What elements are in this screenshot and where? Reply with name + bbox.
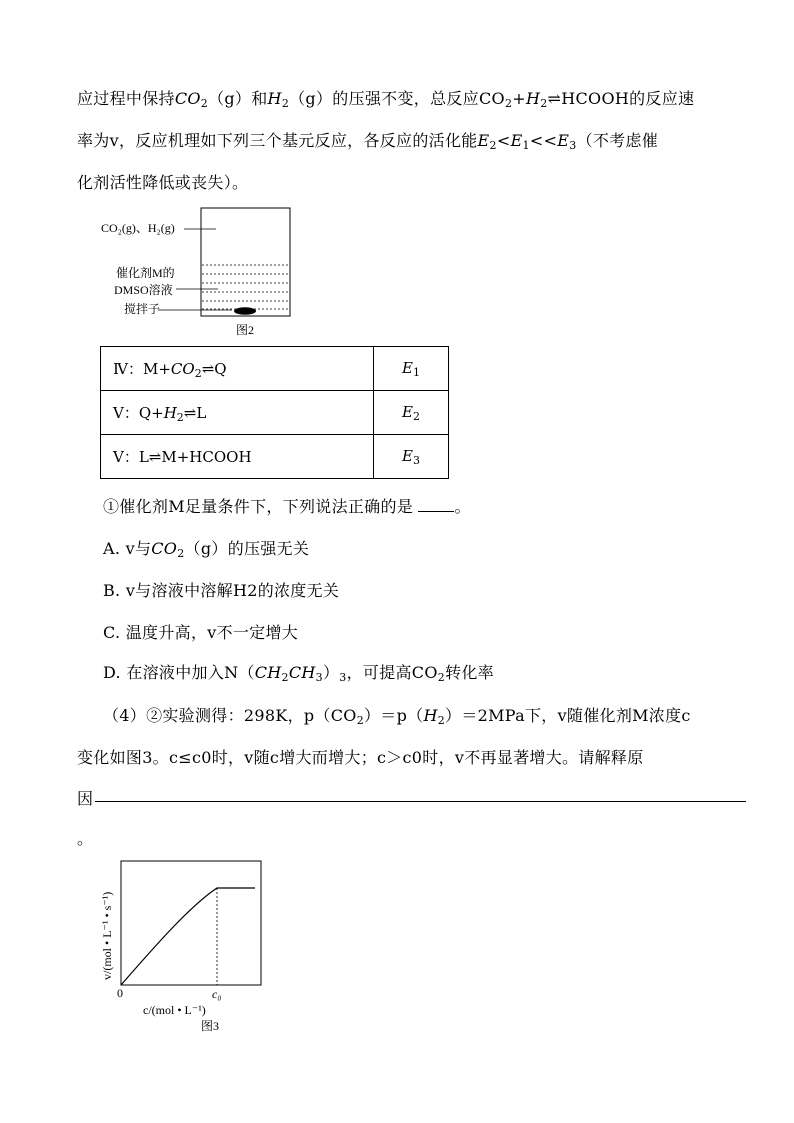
table-row — [101, 435, 449, 479]
rate-curve — [121, 888, 255, 985]
option-a: A. v与$CO_2(g)$的压强无关 — [103, 539, 310, 560]
origin-label: 0 — [117, 986, 123, 1000]
stir-bar — [234, 307, 256, 315]
figure-2-diagram — [96, 203, 306, 339]
label-catalyst-2: DMSO溶液 — [114, 283, 173, 297]
figure-2-caption: 图2 — [236, 323, 255, 337]
figure-3-chart — [95, 858, 270, 1038]
answer-line[interactable] — [95, 801, 746, 802]
figure-3-caption: 图3 — [201, 1019, 220, 1033]
reaction-cell: Ⅳ：$M+CO_2\rightleftharpoons Q$ — [101, 347, 374, 391]
question-2-line-4: 。 — [77, 829, 94, 848]
option-b: B. v与溶液中溶解H2的浓度无关 — [103, 581, 340, 600]
energy-cell: $E_2$ — [374, 391, 449, 435]
reaction-table — [100, 346, 449, 479]
label-stirrer: 搅拌子 — [124, 302, 161, 316]
energy-cell: $E_1$ — [374, 347, 449, 391]
label-gas: CO₂(g)、H₂(g) — [101, 221, 175, 235]
intro-line-1: 应过程中保持$CO_2(g)$和$H_2(g)$的压强不变，总反应$CO_2+H_2\rightleftharpoons HCOOH$的反应速 — [77, 89, 695, 110]
answer-blank[interactable] — [418, 497, 454, 512]
question-2-line-2: 变化如图3。c≤c0时，v随c增大而增大；c＞c0时，v不再显著增大。请解释原 — [77, 748, 644, 767]
option-d: D. 在溶液中加入$N(CH_2CH_3)_3$，可提高$CO_2$转化率 — [103, 663, 494, 684]
reaction-cell: Ⅴ：L⇌M+HCOOH — [101, 435, 374, 479]
solution-dashes — [202, 265, 289, 309]
vessel — [201, 208, 290, 316]
plot-frame — [121, 861, 261, 985]
intro-line-3: 化剂活性降低或丧失）。 — [77, 173, 249, 192]
question-2-line-1: （4）②实验测得：298K，$p(CO_2)=p(H_2)=2MPa$下，v随催化剂M浓度c — [103, 706, 691, 727]
label-catalyst-1: 催化剂M的 — [116, 266, 175, 280]
table-row — [101, 391, 449, 435]
c0-label: c₀ — [212, 987, 222, 1001]
table-row — [101, 347, 449, 391]
question-2-line-3: 因 — [77, 789, 94, 808]
x-axis-label: c/(mol • L⁻¹) — [143, 1003, 206, 1017]
question-1-stem: ①催化剂M足量条件下，下列说法正确的是 。 — [103, 497, 471, 516]
option-c: C. 温度升高，v不一定增大 — [103, 623, 299, 642]
y-axis-label: v/(mol • L⁻¹ • s⁻¹) — [100, 891, 114, 980]
intro-line-2: 率为v，反应机理如下列三个基元反应，各反应的活化能$E_2<E_1<<E_3$（不考虑催 — [77, 131, 659, 152]
reaction-cell: Ⅴ：$Q+H_2\rightleftharpoons L$ — [101, 391, 374, 435]
energy-cell: $E_3$ — [374, 435, 449, 479]
